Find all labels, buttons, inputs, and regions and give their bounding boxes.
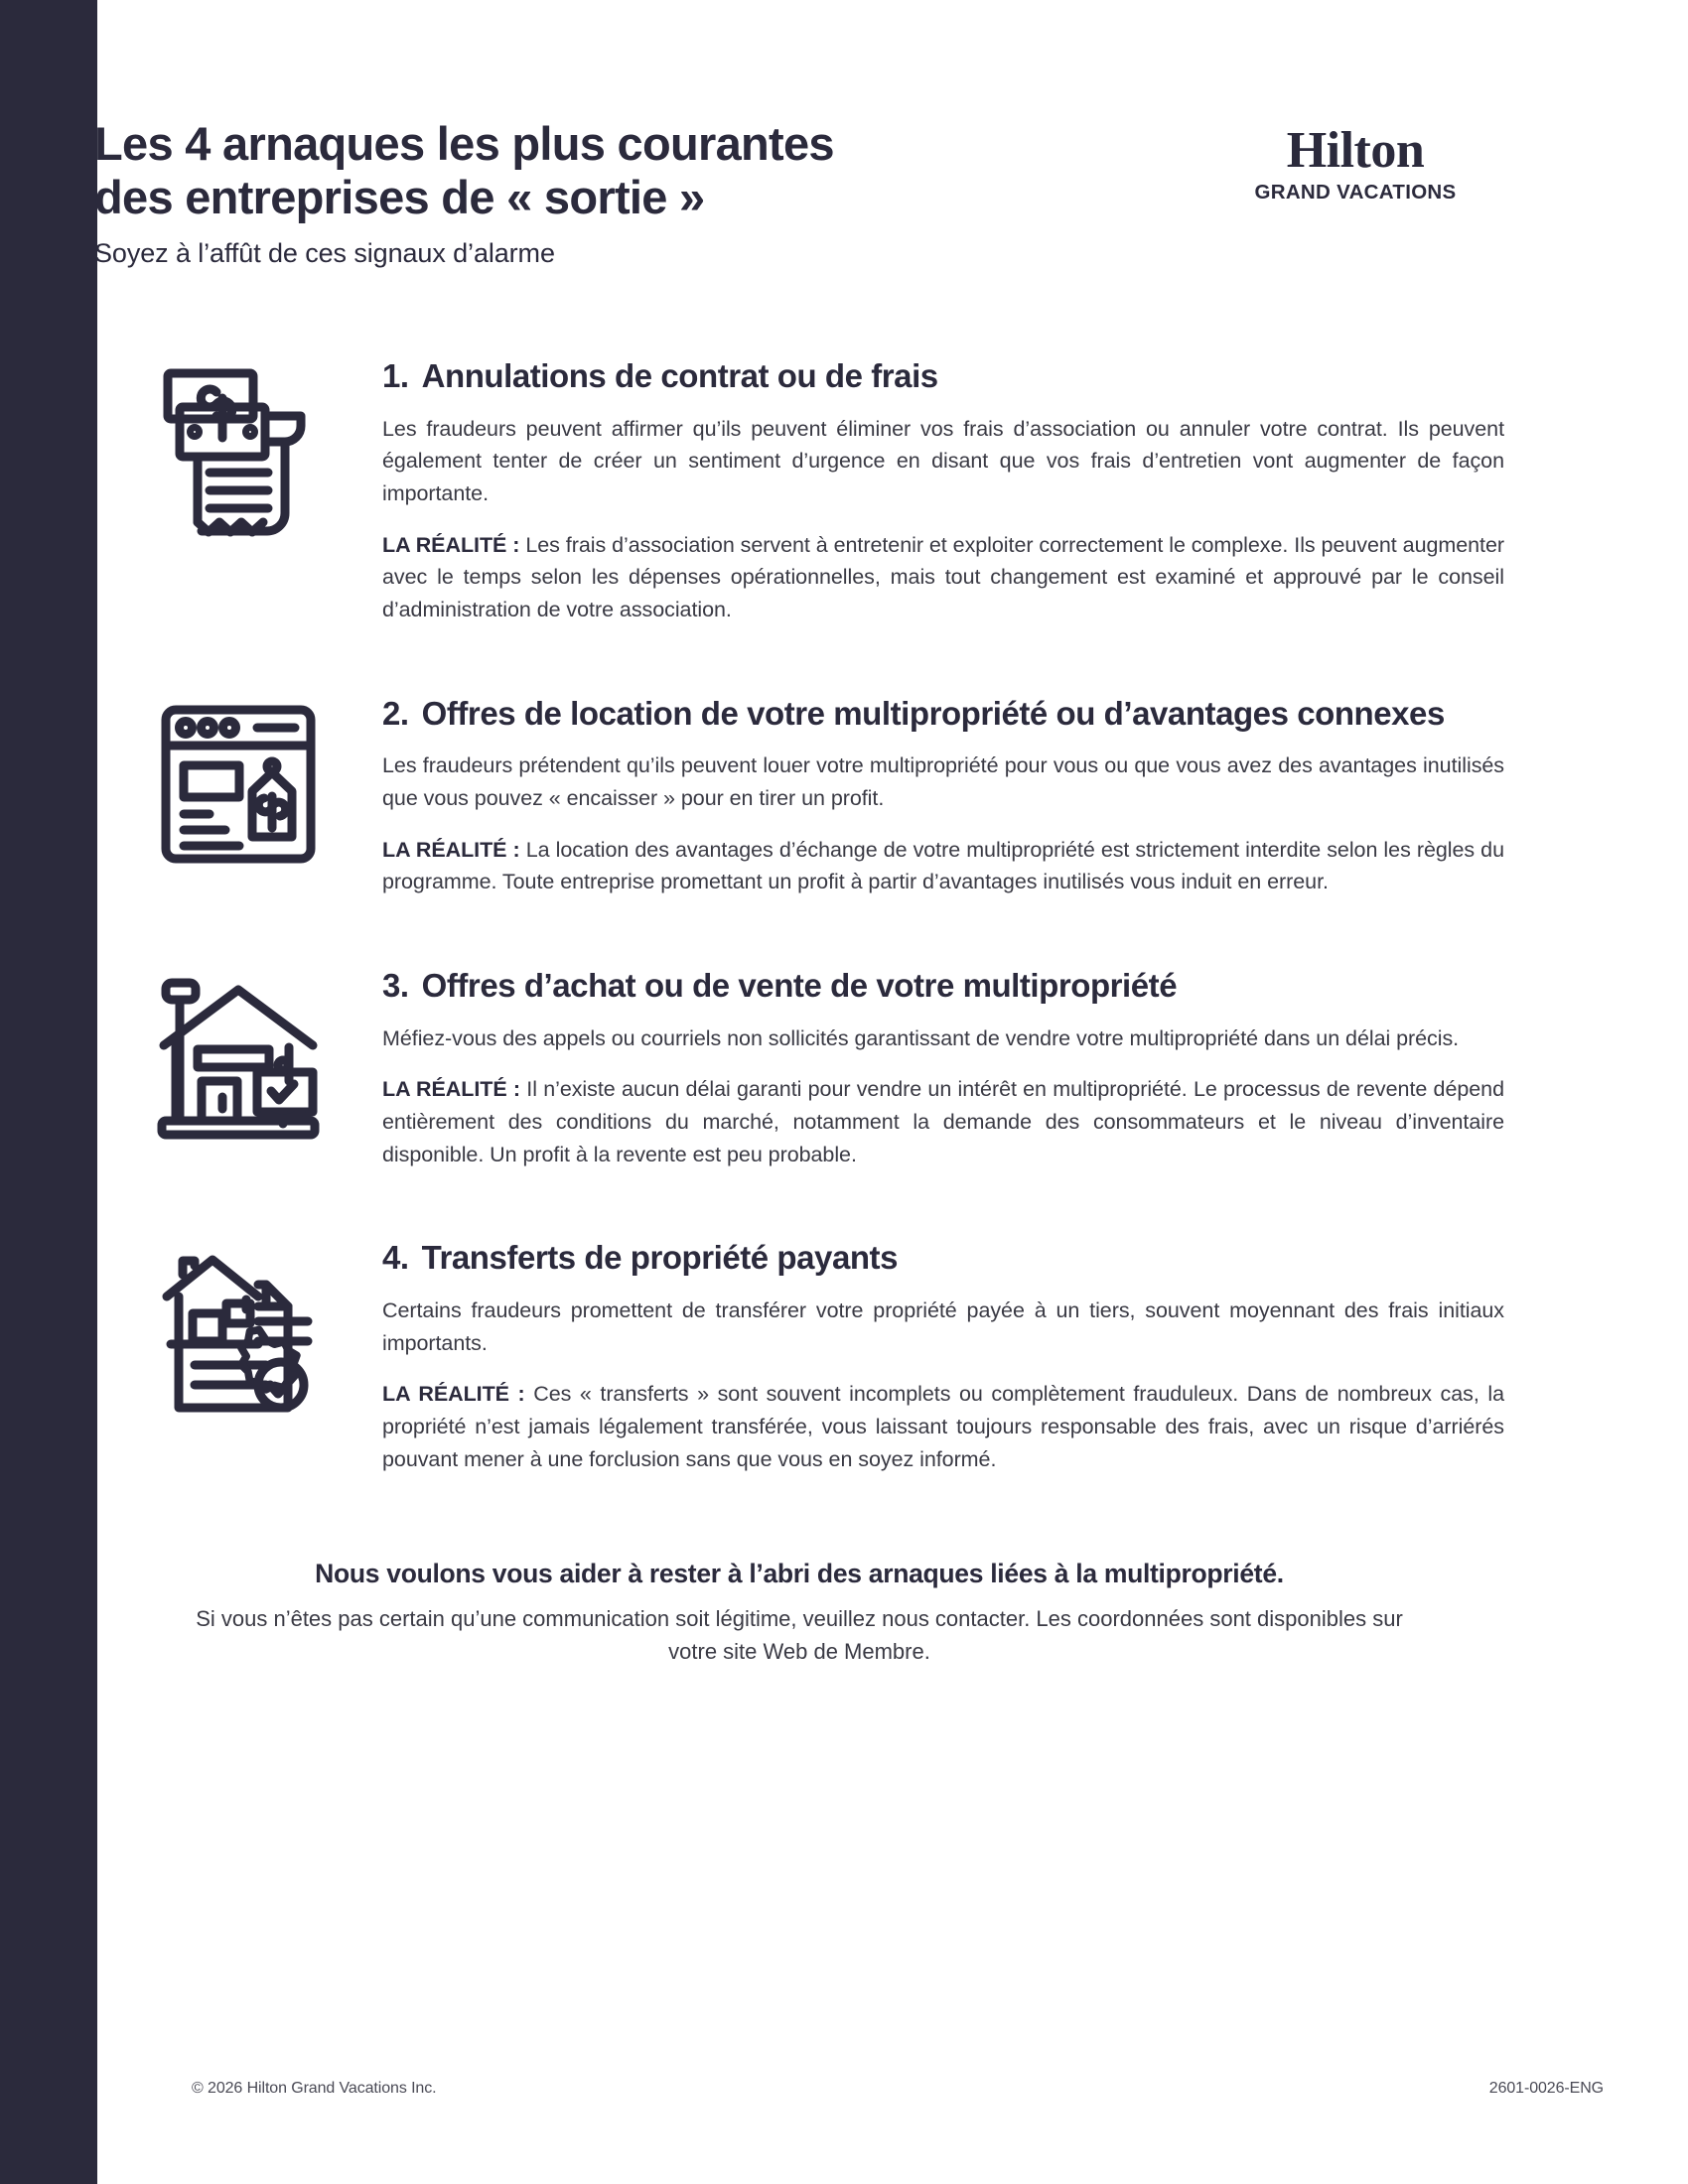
title-block	[94, 117, 1097, 269]
scam-reality	[382, 1073, 1504, 1170]
scam-icon-slot	[94, 964, 382, 1141]
copyright-notice: © 2026 Hilton Grand Vacations Inc.	[192, 2080, 437, 2097]
scam-item	[94, 354, 1504, 626]
scam-heading	[382, 356, 1504, 396]
scam-reality	[382, 529, 1504, 626]
scam-description: Les fraudeurs peuvent affirmer qu’ils peuvent éliminer vos frais d’association ou annuler votre contrat. Ils peuvent également tenter de créer un sentiment d’urgence en disant que vos frais d’entretien vont augmenter de façon importante.	[382, 416, 1504, 506]
page-subtitle: Soyez à l’affût de ces signaux d’alarme	[94, 238, 555, 269]
scam-heading	[382, 1238, 1504, 1278]
reality-label: LA RÉALITÉ :	[382, 1077, 521, 1102]
house-certificate-seal-icon	[149, 1242, 328, 1426]
reality-label: LA RÉALITÉ :	[382, 532, 520, 557]
scam-heading	[382, 966, 1504, 1006]
reality-label: LA RÉALITÉ :	[382, 837, 520, 862]
scam-text	[382, 692, 1504, 898]
scam-number: 4.	[382, 1239, 409, 1277]
money-receipt-icon	[154, 360, 323, 549]
scam-reality	[382, 834, 1504, 898]
scam-description: Méfiez-vous des appels ou courriels non sollicités garantissant de vendre votre multipropriété dans un délai précis.	[382, 1025, 1460, 1050]
reality-text: La location des avantages d’échange de votre multipropriété est strictement interdite selon les règles du programme. Toute entreprise promettant un profit à partir d’avantages inutilisés vous induit en erreur.	[382, 837, 1504, 894]
scam-icon-slot	[94, 354, 382, 549]
page-content	[94, 117, 1504, 1668]
closing-body: Si vous n’êtes pas certain qu’une communication soit légitime, veuillez nous contacter. Les coordonnées sont disponibles sur votre site Web de Membre.	[196, 1606, 1403, 1665]
reality-text: Les frais d’association servent à entretenir et exploiter correctement le complexe. Ils peuvent augmenter avec le temps selon les dépenses opérationnelles, mais tout changement est examiné et approuvé par le conseil d’administration de votre association.	[382, 532, 1504, 622]
document-code: 2601-0026-ENG	[1488, 2080, 1604, 2097]
reality-text: Il n’existe aucun délai garanti pour vendre un intérêt en multipropriété. Le processus de revente dépend entièrement des conditions du marché, notamment la demande des consommateurs et le niveau d’inventaire disponible. Un profit à la revente est peu probable.	[382, 1077, 1504, 1166]
house-for-sale-sign-icon	[150, 970, 327, 1141]
reality-label: LA RÉALITÉ :	[382, 1382, 525, 1407]
hilton-grand-vacations-logo	[1206, 117, 1504, 205]
scam-number: 2.	[382, 694, 409, 732]
page-title	[94, 117, 1097, 223]
scam-icon-slot	[94, 1236, 382, 1426]
scam-item	[94, 964, 1504, 1170]
scam-description: Les fraudeurs prétendent qu’ils peuvent louer votre multipropriété pour vous ou que vous avez des avantages inutilisés que vous pouvez « encaisser » pour en tirer un profit.	[382, 753, 1504, 811]
scam-title: Annulations de contrat ou de frais	[421, 357, 938, 395]
scam-text	[382, 964, 1504, 1170]
browser-price-tag-icon	[154, 698, 323, 872]
page-title-line-2: des entreprises de « sortie »	[94, 170, 705, 223]
page-title-line-1: Les 4 arnaques les plus courantes	[94, 117, 834, 170]
logo-subtext: GRAND VACATIONS	[1254, 181, 1457, 204]
document-header	[94, 117, 1504, 269]
scam-heading	[382, 694, 1504, 734]
scam-icon-slot	[94, 692, 382, 872]
scam-list	[94, 354, 1504, 1475]
scam-number: 1.	[382, 357, 409, 395]
closing-title: Nous voulons vous aider à rester à l’abri des arnaques liées à la multipropriété.	[315, 1559, 1284, 1589]
page-spine-bar	[0, 0, 97, 2184]
scam-item	[94, 692, 1504, 898]
scam-text	[382, 354, 1504, 626]
scam-title: Offres de location de votre multipropriété ou d’avantages connexes	[421, 694, 1445, 732]
scam-title: Offres d’achat ou de vente de votre multipropriété	[421, 967, 1178, 1005]
scam-title: Transferts de propriété payants	[421, 1239, 898, 1277]
page-footer	[192, 2080, 1604, 2098]
scam-number: 3.	[382, 967, 409, 1005]
reality-text: Ces « transferts » sont souvent incomplets ou complètement frauduleux. Dans de nombreux cas, la propriété n’est jamais légalement transférée, vous laissant toujours responsable des frais, avec un risque d’arriérés pouvant mener à une forclusion sans que vous en soyez informé.	[382, 1382, 1504, 1471]
scam-item	[94, 1236, 1504, 1475]
logo-wordmark: Hilton	[1286, 122, 1425, 179]
scam-reality	[382, 1378, 1504, 1475]
scam-text	[382, 1236, 1504, 1475]
closing-block	[94, 1559, 1504, 1668]
scam-description: Certains fraudeurs promettent de transférer votre propriété payée à un tiers, souvent moyennant des frais initiaux importants.	[382, 1297, 1504, 1355]
